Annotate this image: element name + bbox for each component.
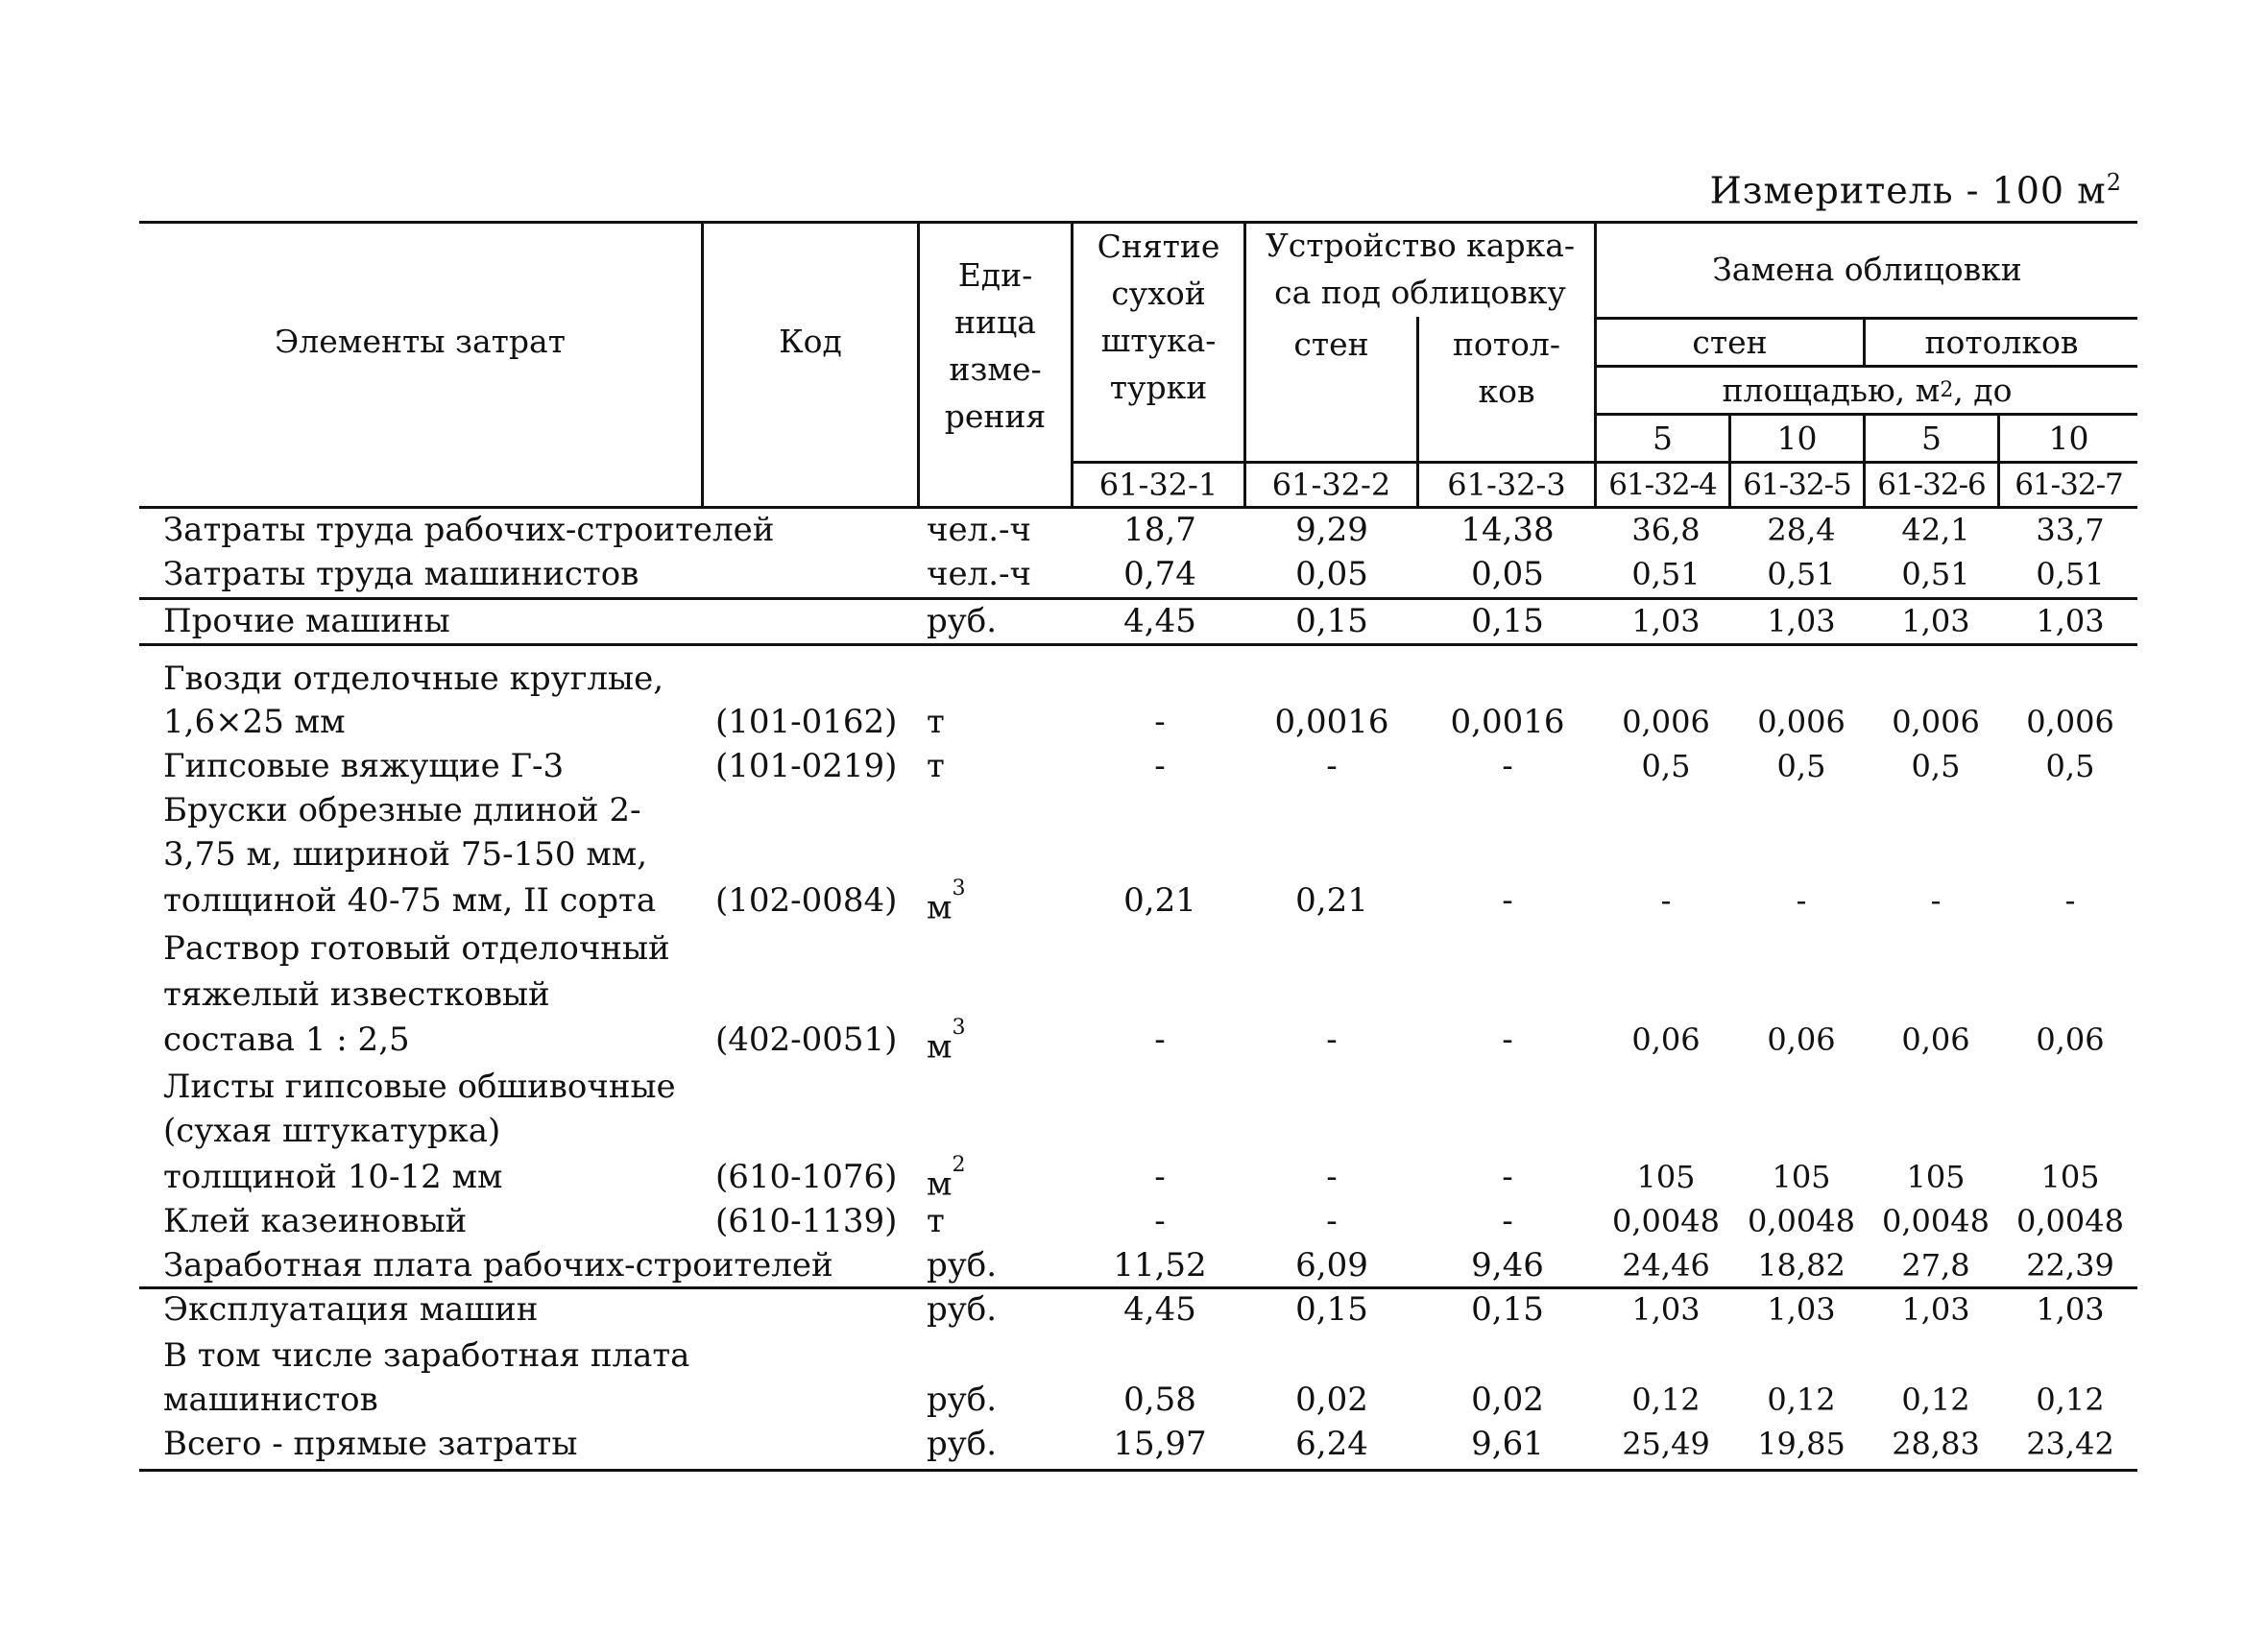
value-cell: 14,38 bbox=[1460, 511, 1555, 549]
cost-element-name: тяжелый известковый bbox=[163, 975, 550, 1014]
value-cell: 9,46 bbox=[1471, 1246, 1544, 1285]
value-cell: 0,12 bbox=[1767, 1381, 1836, 1418]
cost-element-name: толщиной 40-75 мм, II сорта bbox=[163, 881, 657, 920]
value-cell: - bbox=[1502, 881, 1513, 920]
value-cell: - bbox=[1502, 1021, 1513, 1059]
unit-of-measure: руб. bbox=[927, 1425, 998, 1463]
value-cell: 0,06 bbox=[1767, 1021, 1836, 1058]
value-cell: - bbox=[1502, 747, 1513, 785]
cost-element-name: Затраты труда рабочих-строителей bbox=[163, 511, 775, 549]
table-row bbox=[139, 745, 2137, 787]
cost-element-name: Листы гипсовые обшивочные bbox=[163, 1068, 676, 1106]
value-cell: 0,15 bbox=[1295, 1290, 1368, 1329]
header-area: площадью, м 2 , до bbox=[1722, 372, 2013, 409]
value-cell: 0,02 bbox=[1471, 1381, 1544, 1419]
value-cell: 0,0016 bbox=[1450, 703, 1565, 741]
value-cell: 0,006 bbox=[1757, 704, 1846, 740]
value-cell: 0,05 bbox=[1471, 555, 1544, 593]
unit-of-measure: руб. bbox=[927, 602, 998, 640]
value-cell: 0,06 bbox=[1631, 1021, 1701, 1058]
unit-of-measure: т bbox=[927, 1202, 945, 1240]
value-cell: 0,58 bbox=[1123, 1381, 1196, 1419]
cost-element-name: Гипсовые вяжущие Г-3 bbox=[163, 747, 565, 785]
value-cell: - bbox=[1502, 1158, 1513, 1196]
cost-element-name: 3,75 м, шириной 75-150 мм, bbox=[163, 835, 648, 874]
value-cell: 0,0048 bbox=[2016, 1203, 2124, 1239]
cost-element-name: толщиной 10-12 мм bbox=[163, 1158, 503, 1196]
value-cell: 6,09 bbox=[1295, 1246, 1368, 1285]
cost-element-name: Прочие машины bbox=[163, 602, 450, 640]
header-code-cell: 61-32-3 bbox=[1447, 466, 1566, 503]
unit-of-measure: м bbox=[927, 1027, 953, 1067]
value-cell: - bbox=[1326, 747, 1338, 785]
table-row bbox=[139, 973, 2137, 1016]
value-cell: - bbox=[1154, 1202, 1166, 1240]
value-cell: 0,5 bbox=[1641, 748, 1691, 784]
value-cell: - bbox=[1154, 747, 1166, 785]
value-cell: 0,15 bbox=[1471, 1290, 1544, 1329]
value-cell: 0,12 bbox=[1631, 1381, 1701, 1418]
value-cell: 6,24 bbox=[1295, 1425, 1368, 1463]
value-cell: - bbox=[1326, 1021, 1338, 1059]
table-row bbox=[139, 1016, 2137, 1067]
header-unit: Еди- ница изме- рения bbox=[944, 256, 1047, 435]
value-cell: 1,03 bbox=[1901, 1291, 1970, 1328]
value-cell: 0,006 bbox=[2026, 704, 2114, 740]
header-code-cell: 61-32-7 bbox=[2015, 467, 2123, 502]
value-cell: 9,61 bbox=[1471, 1425, 1544, 1463]
table-row bbox=[139, 1334, 2137, 1377]
cost-element-name: состава 1 : 2,5 bbox=[163, 1021, 410, 1059]
rule-after-machines bbox=[139, 643, 2137, 646]
header-replace: Замена облицовки bbox=[1712, 250, 2022, 288]
value-cell: - bbox=[1660, 882, 1672, 919]
header-code-cell: 61-32-6 bbox=[1877, 467, 1986, 502]
value-cell: 28,4 bbox=[1767, 512, 1836, 548]
value-cell: 27,8 bbox=[1901, 1247, 1970, 1284]
cost-element-name: машинистов bbox=[163, 1381, 378, 1419]
value-cell: 24,46 bbox=[1622, 1247, 1710, 1284]
value-cell: 0,21 bbox=[1123, 881, 1196, 920]
value-cell: - bbox=[1154, 1021, 1166, 1059]
unit-of-measure: м bbox=[927, 888, 953, 927]
rule-after-materials bbox=[139, 1286, 2137, 1289]
value-cell: 1,03 bbox=[1767, 603, 1836, 639]
value-cell: 36,8 bbox=[1631, 512, 1701, 548]
unit-with-exponent bbox=[927, 1153, 966, 1205]
value-cell: 0,0048 bbox=[1612, 1203, 1720, 1239]
value-cell: 0,06 bbox=[1901, 1021, 1970, 1058]
value-cell: 0,51 bbox=[1901, 556, 1970, 592]
header-frame-walls: стен bbox=[1293, 324, 1369, 363]
header-code-cell: 61-32-5 bbox=[1743, 467, 1851, 502]
unit-of-measure: руб. bbox=[927, 1246, 998, 1285]
value-cell: 25,49 bbox=[1622, 1426, 1710, 1462]
value-cell: 0,5 bbox=[1911, 748, 1961, 784]
table-row bbox=[139, 927, 2137, 970]
cost-element-name: 1,6×25 мм bbox=[163, 703, 346, 741]
resource-code: (610-1076) bbox=[715, 1158, 898, 1196]
cost-element-name: (сухая штукатурка) bbox=[163, 1112, 501, 1150]
unit-of-measure: т bbox=[927, 703, 945, 741]
resource-code: (610-1139) bbox=[715, 1202, 898, 1240]
value-cell: 1,03 bbox=[2036, 1291, 2105, 1328]
rule-after-labor bbox=[139, 597, 2137, 600]
value-cell: 0,12 bbox=[2036, 1381, 2105, 1418]
measure-label: Измеритель - 100 $м^2$ bbox=[1709, 169, 2122, 212]
value-cell: - bbox=[1930, 882, 1942, 919]
unit-of-measure: руб. bbox=[927, 1290, 998, 1329]
unit-exponent: 3 bbox=[952, 1016, 966, 1040]
resource-code: (101-0219) bbox=[715, 747, 898, 785]
unit-with-exponent bbox=[927, 879, 965, 928]
value-cell: 0,06 bbox=[2036, 1021, 2105, 1058]
header-removal: Снятие сухой штука- турки bbox=[1097, 228, 1220, 406]
value-cell: 1,03 bbox=[1631, 1291, 1701, 1328]
cost-element-name: Затраты труда машинистов bbox=[163, 555, 639, 593]
resource-code: (102-0084) bbox=[715, 881, 898, 920]
value-cell: 105 bbox=[1906, 1159, 1966, 1195]
header-code-cell: 61-32-2 bbox=[1271, 466, 1391, 503]
value-cell: 0,51 bbox=[1767, 556, 1836, 592]
value-cell: - bbox=[1154, 1158, 1166, 1196]
cost-element-name: Клей казеиновый bbox=[163, 1202, 468, 1240]
header-size: 10 bbox=[1776, 420, 1818, 457]
value-cell: 0,5 bbox=[2045, 748, 2095, 784]
table-row bbox=[139, 789, 2137, 831]
table-row bbox=[139, 701, 2137, 743]
value-cell: 0,05 bbox=[1295, 555, 1368, 593]
resource-code: (402-0051) bbox=[715, 1021, 898, 1059]
table-header bbox=[139, 221, 2137, 509]
unit-exponent: 2 bbox=[952, 1153, 966, 1177]
cost-element-name: Эксплуатация машин bbox=[163, 1290, 539, 1329]
value-cell: 11,52 bbox=[1113, 1246, 1207, 1285]
value-cell: 1,03 bbox=[2036, 603, 2105, 639]
value-cell: 0,51 bbox=[1631, 556, 1701, 592]
cost-element-name: В том числе заработная плата bbox=[163, 1336, 690, 1375]
unit-with-exponent bbox=[927, 1016, 966, 1068]
value-cell: 1,03 bbox=[1767, 1291, 1836, 1328]
value-cell: 0,5 bbox=[1776, 748, 1826, 784]
table-row bbox=[139, 1200, 2137, 1242]
unit-of-measure: чел.-ч bbox=[927, 511, 1031, 549]
value-cell: 22,39 bbox=[2026, 1247, 2114, 1284]
value-cell: 0,21 bbox=[1295, 881, 1368, 920]
cost-element-name: Заработная плата рабочих-строителей bbox=[163, 1246, 833, 1285]
header-frame: Устройство карка- са под облицовку bbox=[1265, 227, 1576, 311]
header-replace-walls: стен bbox=[1692, 324, 1768, 361]
value-cell: - bbox=[1326, 1158, 1338, 1196]
table-row bbox=[139, 877, 2137, 927]
value-cell: 105 bbox=[1772, 1159, 1831, 1195]
value-cell: 0,02 bbox=[1295, 1381, 1368, 1419]
rule-bottom bbox=[139, 1469, 2137, 1472]
table-row bbox=[139, 1110, 2137, 1152]
cost-element-name: Всего - прямые затраты bbox=[163, 1425, 578, 1463]
unit-of-measure: чел.-ч bbox=[927, 555, 1031, 593]
value-cell: 19,85 bbox=[1757, 1426, 1846, 1462]
unit-of-measure: м bbox=[927, 1165, 953, 1204]
value-cell: 0,51 bbox=[2036, 556, 2105, 592]
table-row bbox=[139, 509, 2137, 551]
value-cell: 4,45 bbox=[1123, 602, 1196, 640]
header-size: 5 bbox=[1653, 420, 1673, 457]
value-cell: 33,7 bbox=[2036, 512, 2105, 548]
table-row bbox=[139, 1423, 2137, 1465]
value-cell: - bbox=[1796, 882, 1807, 919]
value-cell: - bbox=[1154, 703, 1166, 741]
value-cell: 1,03 bbox=[1901, 603, 1970, 639]
value-cell: 1,03 bbox=[1631, 603, 1701, 639]
value-cell: 105 bbox=[1636, 1159, 1696, 1195]
value-cell: 0,006 bbox=[1892, 704, 1980, 740]
value-cell: 0,0048 bbox=[1882, 1203, 1990, 1239]
table-row bbox=[139, 658, 2137, 700]
cost-element-name: Бруски обрезные длиной 2- bbox=[163, 791, 641, 829]
unit-of-measure: т bbox=[927, 747, 945, 785]
cost-element-name: Раствор готовый отделочный bbox=[163, 929, 670, 968]
value-cell: 23,42 bbox=[2026, 1426, 2114, 1462]
cost-element-name: Гвозди отделочные круглые, bbox=[163, 660, 664, 698]
value-cell: 28,83 bbox=[1892, 1426, 1980, 1462]
value-cell: 15,97 bbox=[1113, 1425, 1207, 1463]
header-code-cell: 61-32-4 bbox=[1608, 467, 1717, 502]
value-cell: 0,12 bbox=[1901, 1381, 1970, 1418]
value-cell: 42,1 bbox=[1901, 512, 1970, 548]
value-cell: 0,15 bbox=[1471, 602, 1544, 640]
table-row bbox=[139, 1244, 2137, 1286]
header-code: Код bbox=[779, 322, 842, 360]
table-row bbox=[139, 833, 2137, 876]
resource-code: (101-0162) bbox=[715, 703, 898, 741]
header-replace-ceilings: потолков bbox=[1924, 324, 2079, 361]
header-code-cell: 61-32-1 bbox=[1098, 466, 1218, 503]
header-size: 10 bbox=[2048, 420, 2089, 457]
value-cell: 0,15 bbox=[1295, 602, 1368, 640]
table-row bbox=[139, 600, 2137, 642]
table-row bbox=[139, 1379, 2137, 1421]
unit-exponent: 3 bbox=[952, 877, 966, 901]
value-cell: 4,45 bbox=[1123, 1290, 1196, 1329]
table-row bbox=[139, 1153, 2137, 1204]
value-cell: 0,0048 bbox=[1748, 1203, 1855, 1239]
value-cell: 0,006 bbox=[1622, 704, 1710, 740]
unit-of-measure: руб. bbox=[927, 1381, 998, 1419]
table-row bbox=[139, 1066, 2137, 1108]
value-cell: 0,74 bbox=[1123, 555, 1196, 593]
value-cell: 18,82 bbox=[1757, 1247, 1846, 1284]
value-cell: 9,29 bbox=[1295, 511, 1368, 549]
table-row bbox=[139, 553, 2137, 595]
value-cell: - bbox=[2064, 882, 2076, 919]
header-frame-ceilings: потол- ков bbox=[1452, 325, 1561, 410]
value-cell: - bbox=[1502, 1202, 1513, 1240]
table-row bbox=[139, 1288, 2137, 1331]
value-cell: 18,7 bbox=[1123, 511, 1196, 549]
value-cell: 105 bbox=[2040, 1159, 2100, 1195]
value-cell: 0,0016 bbox=[1274, 703, 1389, 741]
value-cell: - bbox=[1326, 1202, 1338, 1240]
header-elements: Элементы затрат bbox=[275, 322, 566, 360]
header-size: 5 bbox=[1921, 420, 1942, 457]
